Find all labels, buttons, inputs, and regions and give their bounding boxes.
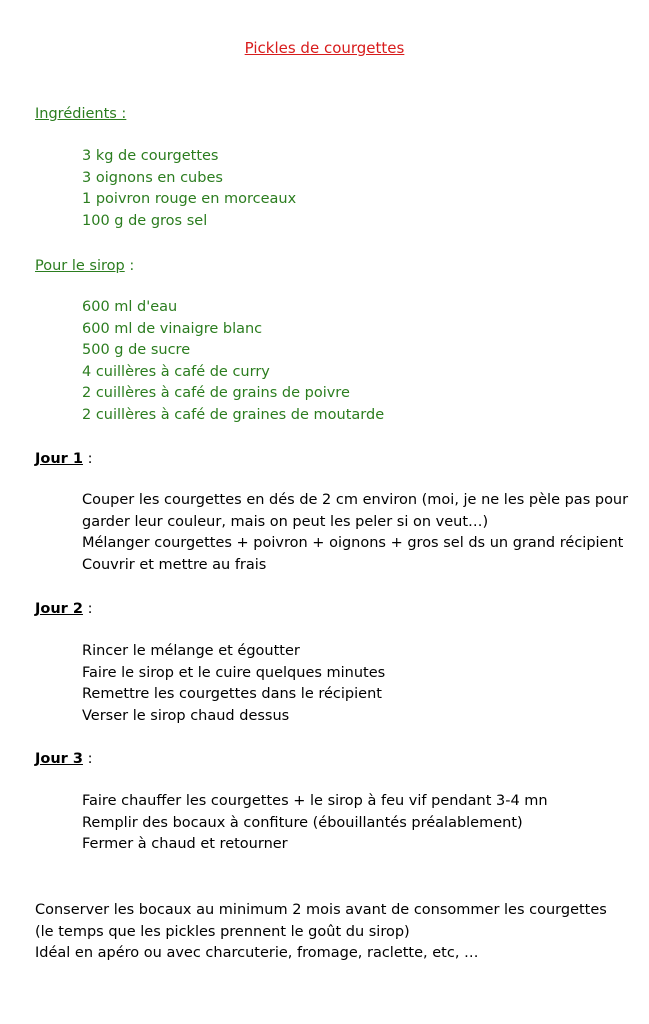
day1-heading (35, 449, 92, 469)
day3-steps (82, 791, 548, 856)
day3-heading-label: Jour 3 (35, 751, 83, 767)
list-item: Faire le sirop et le cuire quelques minutes (82, 664, 386, 681)
storage-notes (35, 900, 607, 965)
list-item: Remettre les courgettes dans le récipient (82, 686, 382, 702)
day1-heading-label: Jour 1 (35, 451, 83, 467)
list-item: Couvrir et mettre au frais (82, 556, 267, 573)
syrup-heading-colon: : (124, 258, 135, 274)
list-item: Mélanger courgettes + poivron + oignons + gros sel ds un grand récipient (82, 535, 624, 551)
ingredients-list (82, 146, 296, 232)
recipe-title: Pickles de courgettes (244, 39, 405, 57)
list-item: 3 kg de courgettes (82, 148, 219, 164)
list-item: 600 ml de vinaigre blanc (82, 320, 263, 337)
ingredients-heading: Ingrédients : (35, 106, 127, 122)
list-item: 2 cuillères à café de grains de poivre (82, 385, 350, 401)
list-item: 600 ml d'eau (82, 299, 178, 315)
syrup-heading-label: Pour le sirop (35, 258, 125, 274)
list-item: garder leur couleur, mais on peut les peler si on veut…) (82, 513, 489, 530)
list-item: Verser le sirop chaud dessus (82, 707, 290, 724)
syrup-list (82, 297, 384, 426)
day3-heading-colon: : (82, 751, 93, 767)
day3-heading (35, 749, 92, 769)
list-item: (le temps que les pickles prennent le goût du sirop) (35, 923, 410, 940)
list-item: 3 oignons en cubes (82, 169, 223, 186)
list-item: 2 cuillères à café de graines de moutarde (82, 406, 385, 423)
list-item: 1 poivron rouge en morceaux (82, 191, 297, 207)
day2-heading (35, 599, 92, 619)
syrup-heading (35, 256, 134, 276)
list-item: Faire chauffer les courgettes + le sirop à feu vif pendant 3-4 mn (82, 793, 548, 809)
list-item: Rincer le mélange et égoutter (82, 643, 300, 659)
list-item: Fermer à chaud et retourner (82, 836, 288, 852)
day2-steps (82, 641, 385, 727)
day2-heading-colon: : (82, 601, 93, 617)
list-item: Remplir des bocaux à confiture (ébouillantés préalablement) (82, 814, 523, 831)
day1-heading-colon: : (82, 451, 93, 467)
list-item: Idéal en apéro ou avec charcuterie, fromage, raclette, etc, … (35, 945, 479, 961)
day1-steps (82, 490, 628, 576)
list-item: Couper les courgettes en dés de 2 cm environ (moi, je ne les pèle pas pour (82, 492, 629, 508)
list-item: Conserver les bocaux au minimum 2 mois avant de consommer les courgettes (35, 902, 607, 918)
list-item: 4 cuillères à café de curry (82, 363, 270, 380)
list-item: 100 g de gros sel (82, 212, 208, 229)
day2-heading-label: Jour 2 (35, 601, 83, 617)
list-item: 500 g de sucre (82, 342, 191, 358)
